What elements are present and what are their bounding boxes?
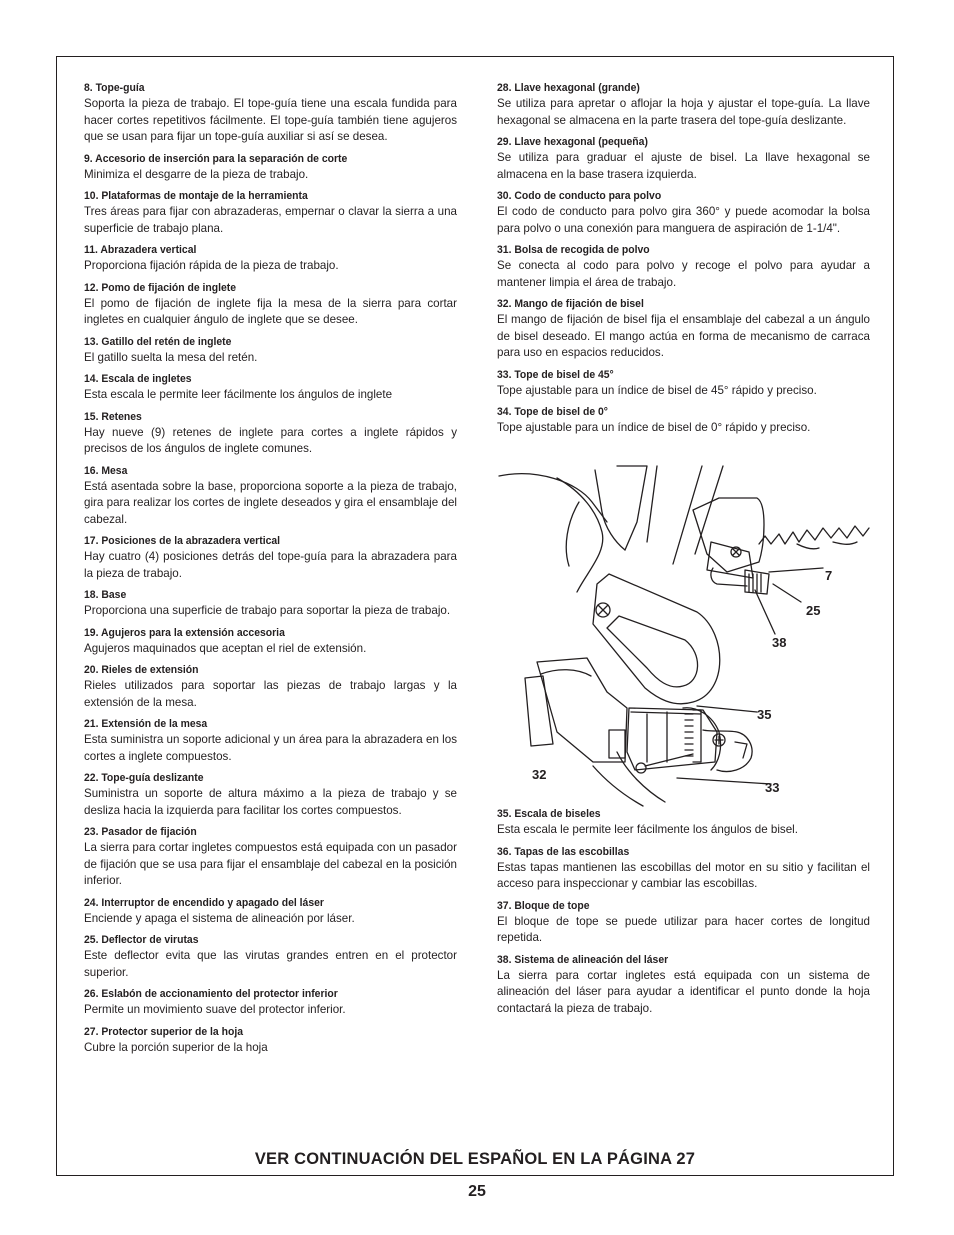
item-text: Hay nueve (9) retenes de inglete para cortes a inglete rápidos y precisos de los ángulos de inglete comunes. (84, 425, 457, 455)
item-text: El pomo de fijación de inglete fija la mesa de la sierra para cortar ingletes en cualquier ángulo de inglete que se desee. (84, 296, 457, 326)
item-text: Estas tapas mantienen las escobillas del motor en su sitio y facilitan el acceso para inspeccionar y cambiar las escobillas. (497, 860, 870, 890)
item-title: 35. Escala de biseles (497, 808, 601, 820)
callout-32: 32 (532, 767, 547, 782)
item-title: 14. Escala de ingletes (84, 373, 192, 385)
list-item (497, 368, 870, 400)
item-title: 36. Tapas de las escobillas (497, 845, 630, 858)
item-title: 13. Gatillo del retén de inglete (84, 335, 232, 348)
item-title: 22. Tope-guía deslizante (84, 772, 204, 784)
miter-saw-diagram-icon (497, 462, 879, 810)
item-text: Hay cuatro (4) posiciones detrás del tope-guía para la abrazadera para la pieza de trabajo. (84, 550, 457, 580)
item-title: 27. Protector superior de la hoja (84, 1025, 244, 1038)
item-title: 15. Retenes (84, 410, 142, 423)
list-item (84, 933, 457, 981)
list-item (497, 243, 870, 291)
item-text: El mango de fijación de bisel fija el ensamblaje del cabezal a un ángulo de bisel deseado. El mango actúa en forma de mecanismo de carraca para uso en espacios reducidos. (497, 313, 870, 359)
list-item (84, 987, 457, 1019)
item-text: Se utiliza para apretar o aflojar la hoja y ajustar el tope-guía. La llave hexagonal se almacena en la parte trasera del tope-guía deslizante. (497, 97, 870, 127)
list-item (497, 953, 870, 1018)
item-text: Soporta la pieza de trabajo. El tope-guía tiene una escala fundida para hacer cortes repetitivos fácilmente. El tope-guía también tiene agujeros que se usan para fijar un tope-guía auxiliar si así se desea. (84, 97, 457, 143)
item-title: 24. Interruptor de encendido y apagado del láser (84, 896, 324, 909)
list-item (497, 899, 870, 947)
item-title: 29. Llave hexagonal (pequeña) (497, 136, 648, 148)
list-item (84, 410, 457, 458)
item-title: 38. Sistema de alineación del láser (497, 953, 669, 966)
callout-33: 33 (765, 780, 780, 795)
item-title: 16. Mesa (84, 464, 128, 477)
item-title: 31. Bolsa de recogida de polvo (497, 244, 650, 256)
item-title: 12. Pomo de fijación de inglete (84, 281, 237, 294)
item-text: Tope ajustable para un índice de bisel de 45° rápido y preciso. (497, 383, 817, 397)
item-text: Se utiliza para graduar el ajuste de bisel. La llave hexagonal se almacena en la base trasera izquierda. (497, 151, 870, 181)
list-item (84, 1025, 457, 1057)
item-text: Minimiza el desgarre de la pieza de trabajo. (84, 167, 309, 181)
right-column-bottom (497, 807, 870, 1023)
list-item (84, 896, 457, 928)
list-item (84, 335, 457, 367)
item-text: El gatillo suelta la mesa del retén. (84, 350, 258, 364)
item-text: La sierra para cortar ingletes compuestos está equipada con un pasador de fijación que se usa para fijar el ensamblaje del cabezal en la posición inferior. (84, 841, 457, 887)
continue-notice: VER CONTINUACIÓN DEL ESPAÑOL EN LA PÁGINA 27 (254, 1150, 696, 1168)
item-title: 18. Base (84, 589, 127, 601)
item-text: Esta escala le permite leer fácilmente los ángulos de inglete (84, 388, 393, 401)
item-title: 33. Tope de bisel de 45° (497, 368, 614, 381)
list-item (84, 534, 457, 582)
item-text: Permite un movimiento suave del protector inferior. (84, 1003, 346, 1016)
list-item (84, 626, 457, 658)
item-text: Agujeros maquinados que aceptan el riel de extensión. (84, 641, 367, 655)
item-text: El codo de conducto para polvo gira 360° y puede acomodar la bolsa para polvo o una conexión para manguera de aspiración de 1-1/4". (497, 205, 870, 235)
item-title: 26. Eslabón de accionamiento del protector inferior (84, 988, 338, 1000)
list-item (497, 405, 870, 437)
item-text: Está asentada sobre la base, proporciona soporte a la pieza de trabajo, gira para realizar los cortes de inglete deseados y gira el ensamblaje del cabezal. (84, 479, 457, 526)
list-item (84, 189, 457, 237)
item-title: 8. Tope-guía (84, 82, 145, 94)
item-title: 19. Agujeros para la extensión accesoria (84, 626, 285, 639)
item-text: Enciende y apaga el sistema de alineación por láser. (84, 911, 355, 925)
item-title: 20. Rieles de extensión (84, 664, 199, 676)
list-item (84, 717, 457, 765)
list-item (497, 807, 870, 839)
list-item (84, 281, 457, 329)
list-item (84, 771, 457, 819)
item-text: Proporciona fijación rápida de la pieza de trabajo. (84, 259, 339, 272)
item-text: Se conecta al codo para polvo y recoge el polvo para ayudar a mantener limpia el área de trabajo. (497, 259, 870, 289)
item-title: 25. Deflector de virutas (84, 934, 199, 946)
item-text: El bloque de tope se puede utilizar para hacer cortes de longitud repetida. (497, 914, 870, 944)
item-title: 34. Tope de bisel de 0° (497, 406, 608, 418)
list-item (84, 243, 457, 275)
item-title: 23. Pasador de fijación (84, 826, 197, 838)
item-text: Suministra un soporte de altura máximo a la pieza de trabajo y se desliza hacia la izquierda para facilitar los cortes compuestos. (84, 787, 457, 817)
item-text: Esta suministra un soporte adicional y un área para la abrazadera en los cortes a inglete compuestos. (84, 733, 457, 763)
item-text: Cubre la porción superior de la hoja (84, 1040, 268, 1054)
item-text: Este deflector evita que las virutas grandes entren en el protector superior. (84, 949, 457, 979)
list-item (84, 663, 457, 711)
list-item (84, 825, 457, 890)
list-item (497, 81, 870, 129)
callout-25: 25 (806, 603, 821, 618)
item-text: Proporciona una superficie de trabajo para soportar la pieza de trabajo. (84, 604, 451, 617)
list-item (84, 152, 457, 184)
list-item (497, 845, 870, 893)
item-title: 11. Abrazadera vertical (84, 244, 197, 256)
list-item (497, 135, 870, 183)
item-text: Esta escala le permite leer fácilmente los ángulos de bisel. (497, 823, 798, 836)
item-title: 37. Bloque de tope (497, 899, 590, 912)
list-item (497, 297, 870, 362)
item-text: Tope ajustable para un índice de bisel de 0° rápido y preciso. (497, 421, 811, 434)
item-title: 32. Mango de fijación de bisel (497, 298, 644, 310)
callout-38: 38 (772, 635, 787, 650)
right-column-top (497, 81, 870, 443)
item-text: Tres áreas para fijar con abrazaderas, empernar o clavar la sierra a una superficie de trabajo plana. (84, 205, 457, 235)
item-title: 17. Posiciones de la abrazadera vertical (84, 535, 281, 547)
item-text: Rieles utilizados para soportar las piezas de trabajo largas y la extensión de la mesa. (84, 679, 457, 709)
item-title: 30. Codo de conducto para polvo (497, 190, 662, 202)
page-number: 25 (468, 1183, 486, 1200)
callout-7: 7 (825, 568, 833, 583)
callout-35: 35 (757, 707, 772, 722)
list-item (84, 372, 457, 404)
item-title: 28. Llave hexagonal (grande) (497, 82, 640, 94)
list-item (84, 588, 457, 620)
left-column (84, 81, 457, 1062)
item-title: 9. Accesorio de inserción para la separación de corte (84, 152, 348, 165)
list-item (84, 464, 457, 529)
item-text: La sierra para cortar ingletes está equipada con un sistema de alineación del láser para ayudar a identificar el punto donde la hoja contactará la pieza de trabajo. (497, 968, 870, 1015)
list-item (84, 81, 457, 146)
miter-saw-diagram (497, 462, 879, 810)
item-title: 21. Extensión de la mesa (84, 718, 208, 730)
list-item (497, 189, 870, 237)
item-title: 10. Plataformas de montaje de la herramienta (84, 190, 308, 202)
